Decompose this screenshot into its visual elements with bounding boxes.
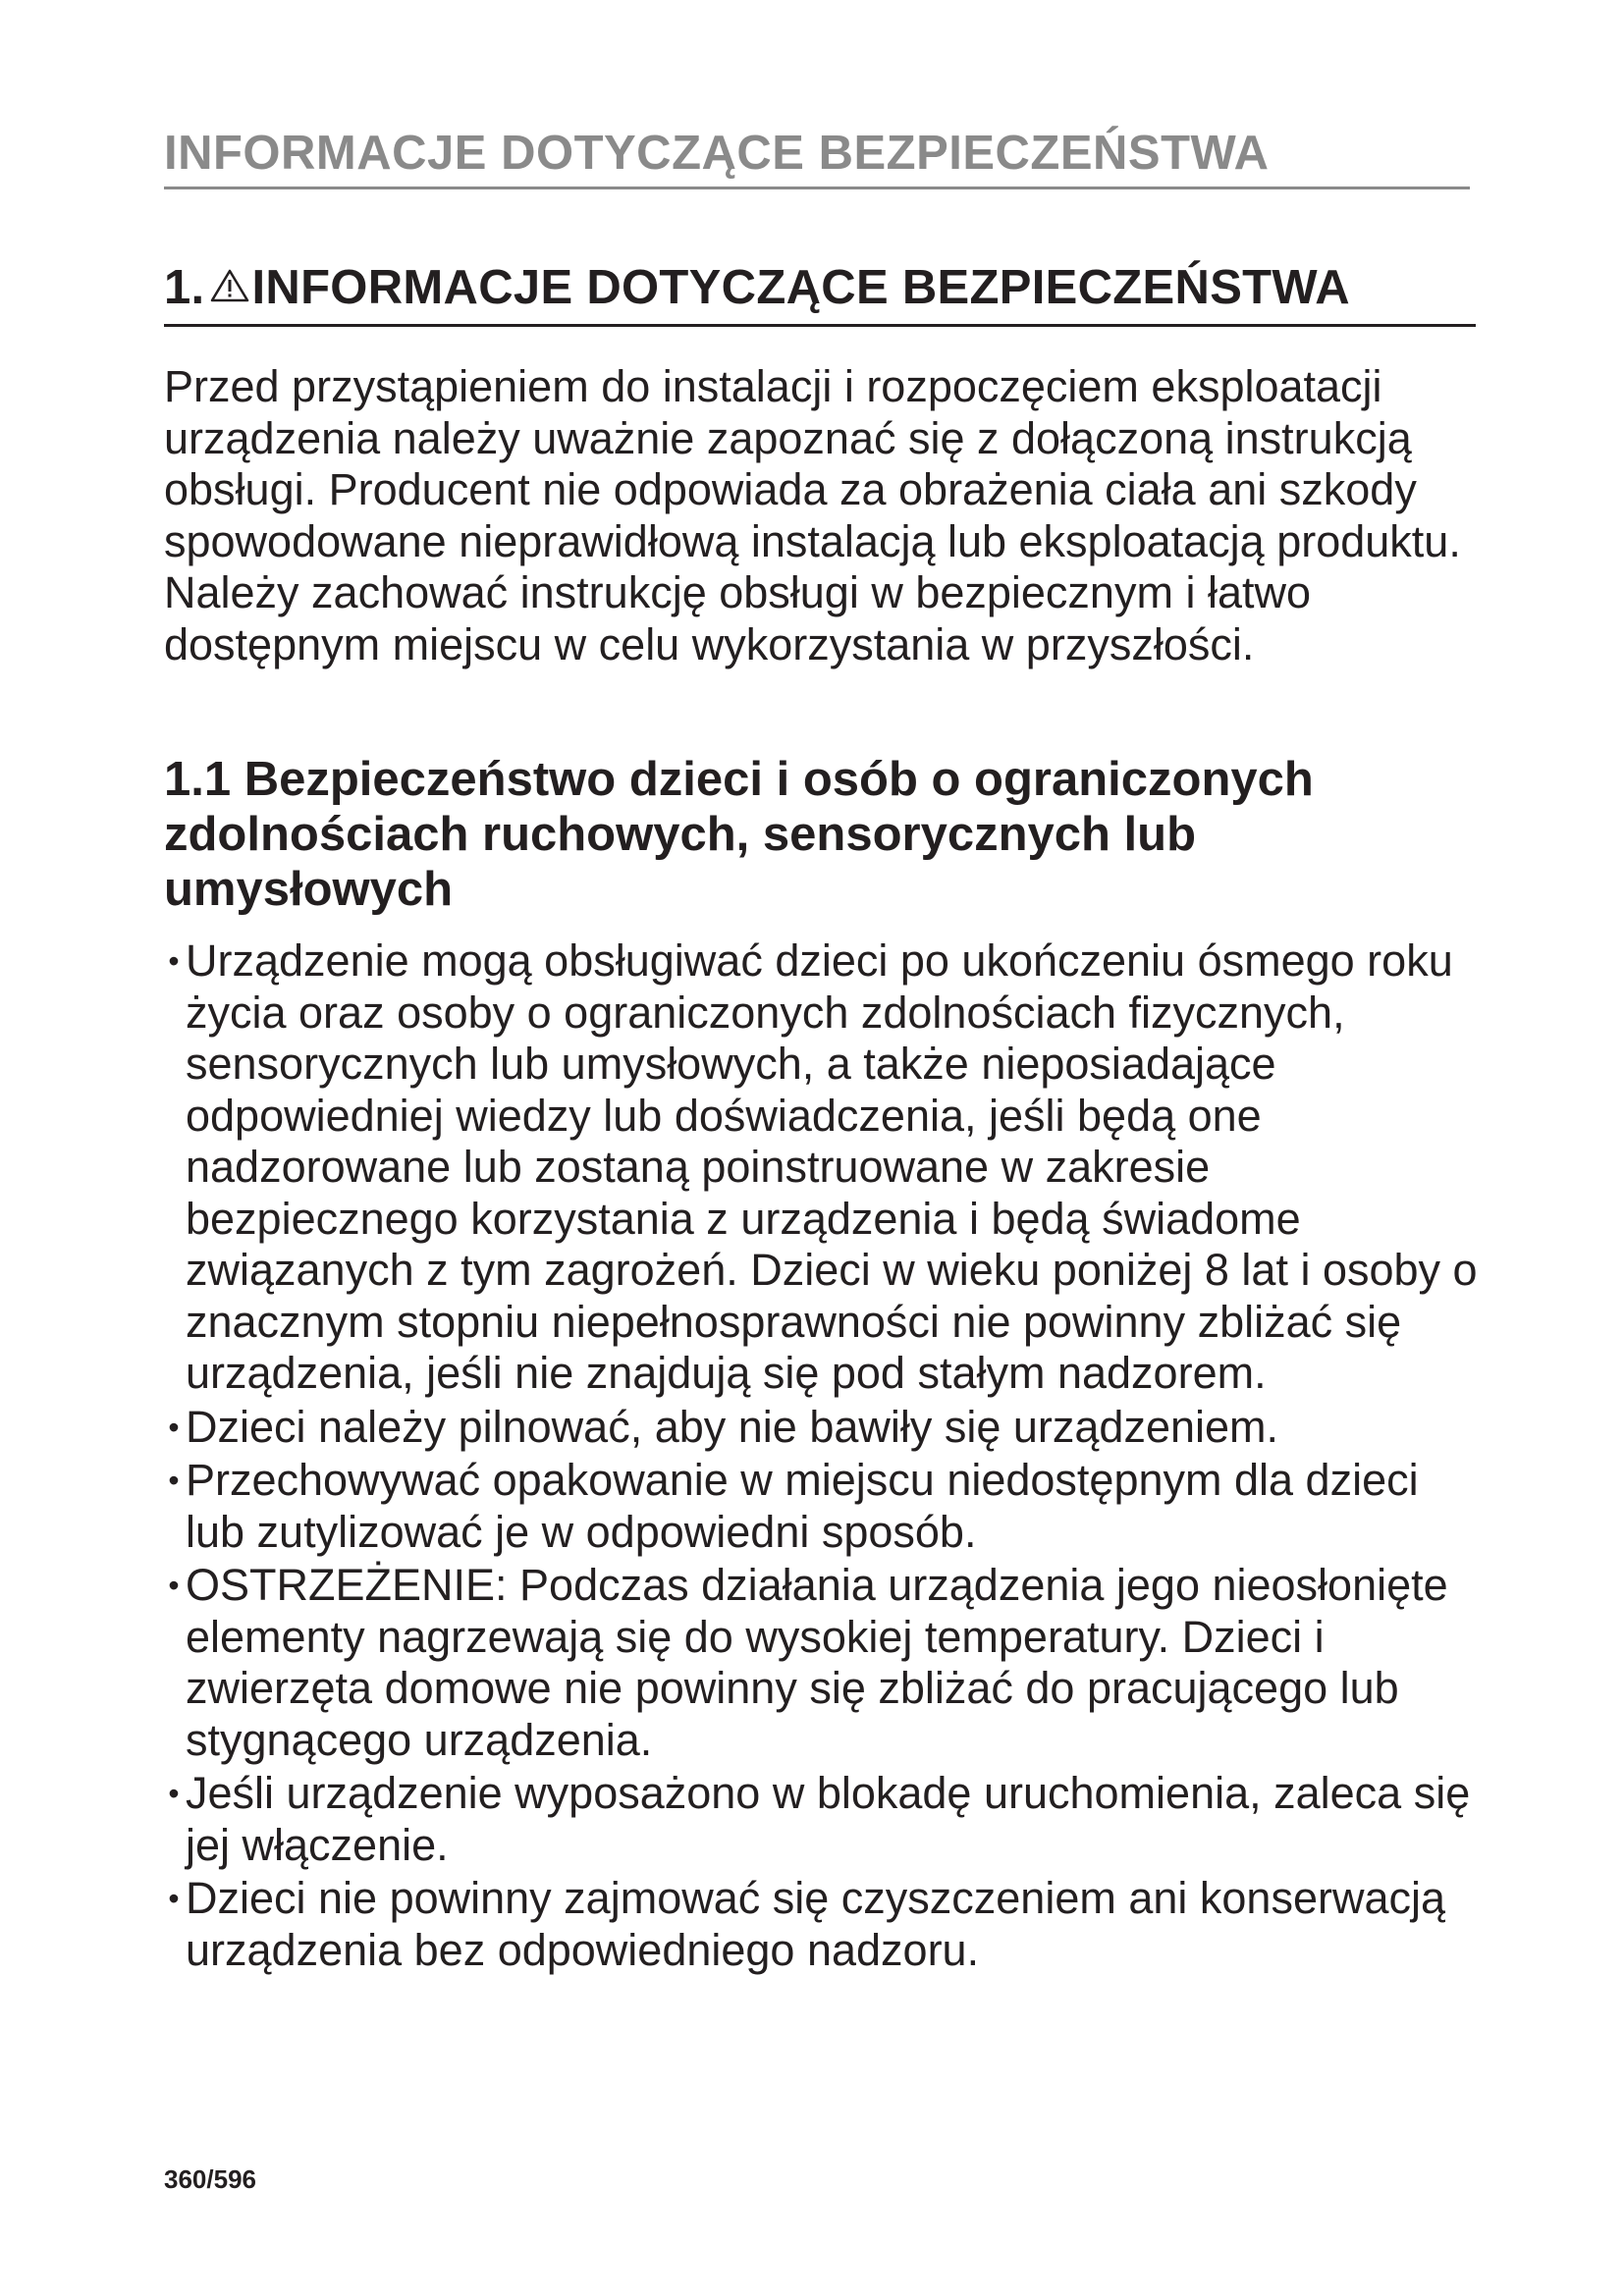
bullet-icon: • [168,1881,180,1916]
list-item-text: Jeśli urządzenie wyposażono w blokadę uruchomienia, zaleca się jej włączenie. [186,1768,1471,1870]
bullet-icon: • [168,1568,180,1603]
list-item [164,1402,1485,1454]
running-header [164,124,1470,189]
bullet-icon: • [168,1463,180,1498]
page-number: 360/596 [164,2164,256,2194]
warning-triangle-icon [210,268,249,303]
list-item [164,1560,1485,1766]
bullet-icon: • [168,1409,180,1445]
intro-paragraph: Przed przystąpieniem do instalacji i rozpoczęciem eksploatacji urządzenia należy uważnie zapoznać się z dołączoną instrukcją obsługi. Producent nie odpowiada za obrażenia ciała ani szkody spowodowane nieprawidłową instalacją lub eksploatacją produktu. Należy zachować instrukcję obsługi w bezpiecznym i łatwo dostępnym miejscu w celu wykorzystania w przyszłości. [164,361,1461,669]
bullet-icon: • [168,943,180,979]
list-item-text: Dzieci należy pilnować, aby nie bawiły się urządzeniem. [186,1401,1279,1452]
subsection-title: 1.1 Bezpieczeństwo dzieci i osób o ograniczonych zdolnościach ruchowych, sensorycznych lub umysłowych [164,753,1314,916]
list-item [164,1455,1485,1558]
list-item [164,1873,1485,1976]
bullet-icon: • [168,1776,180,1811]
list-item-text: Przechowywać opakowanie w miejscu niedostępnym dla dzieci lub zutylizować je w odpowiedni sposób. [186,1455,1419,1557]
section-title-text: INFORMACJE DOTYCZĄCE BEZPIECZEŃSTWA [251,261,1350,314]
safety-bullet-list [164,935,1485,1978]
list-item-text: Urządzenie mogą obsługiwać dzieci po ukończeniu ósmego roku życia oraz osoby o ograniczonych zdolnościach fizycznych, sensorycznych lub umysłowych, a także nieposiadające odpowiedniej wiedzy lub doświadczenia, jeśli będą one nadzorowane lub zostaną poinstruowane w zakresie bezpiecznego korzystania z urządzenia i będą świadome związanych z tym zagrożeń. Dzieci w wieku poniżej 8 lat i osoby o znacznym stopniu niepełnosprawności nie powinny zbliżać się urządzenia, jeśli nie znajdują się pod stałym nadzorem. [186,935,1478,1398]
list-item-text: Dzieci nie powinny zajmować się czyszczeniem ani konserwacją urządzenia bez odpowiedniego nadzoru. [186,1873,1446,1975]
running-header-title: INFORMACJE DOTYCZĄCE BEZPIECZEŃSTWA [164,127,1270,180]
section-title [164,259,1476,327]
list-item-text: OSTRZEŻENIE: Podczas działania urządzenia jego nieosłonięte elementy nagrzewają się do wysokiej temperatury. Dzieci i zwierzęta domowe nie powinny się zbliżać do pracującego lub stygnącego urządzenia. [186,1560,1448,1765]
section-number: 1. [164,261,205,314]
list-item [164,1768,1485,1871]
list-item [164,935,1485,1400]
